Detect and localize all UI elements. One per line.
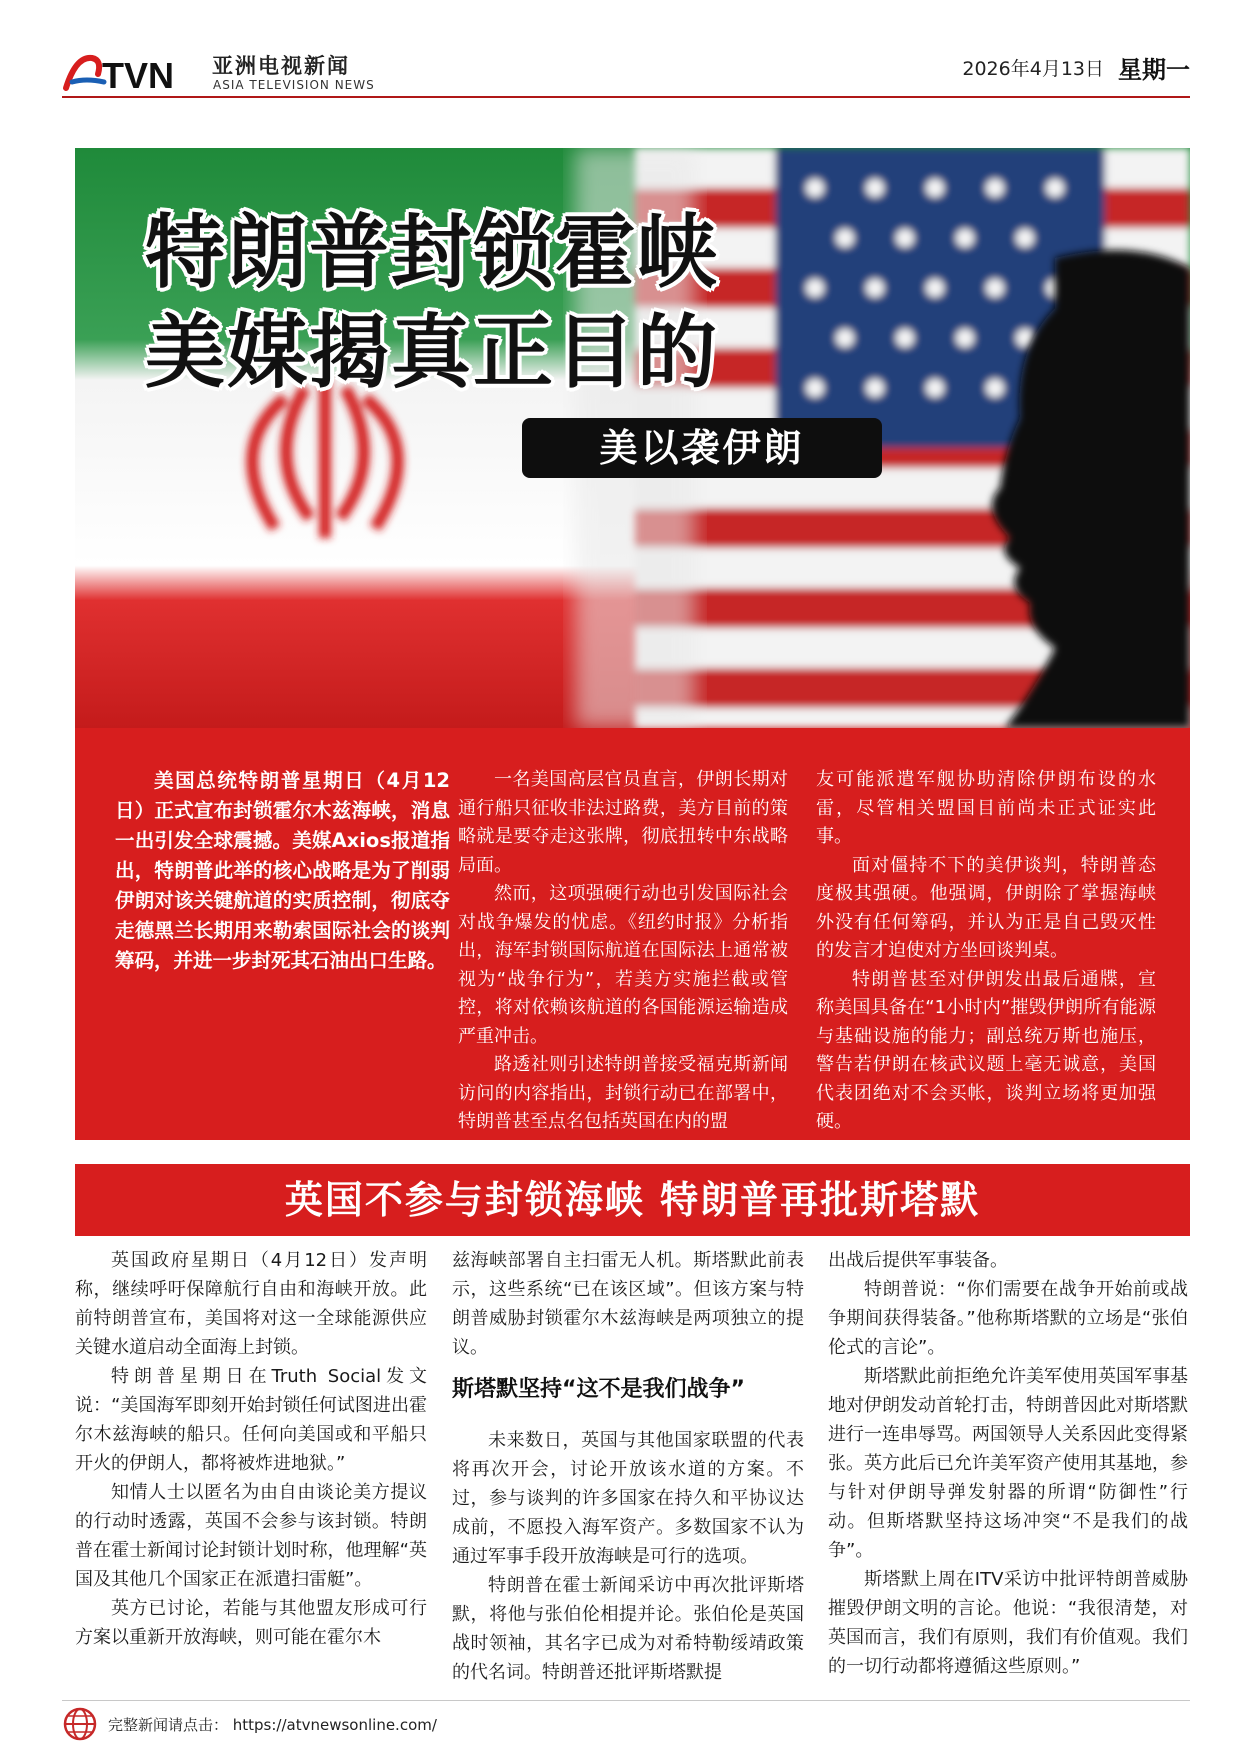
lead-paragraph: 友可能派遣军舰协助清除伊朗布设的水雷，尽管相关盟国目前尚未正式证实此事。 bbox=[816, 769, 1156, 847]
lead-paragraph: 面对僵持不下的美伊谈判，特朗普态度极其强硬。他强调，伊朗除了掌握海峡外没有任何筹码，并认为正是自己毁灭性的发言才迫使对方坐回谈判桌。 bbox=[816, 854, 1156, 961]
lead-summary-text: 美国总统特朗普星期日（4月12日）正式宣布封锁霍尔木兹海峡，消息一出引发全球震撼。美媒Axios报道指出，特朗普此举的核心战略是为了削弱伊朗对该关键航道的实质控制，彻底夺走德黑兰长期用来勒索国际社会的谈判筹码，并进一步封死其石油出口生路。 bbox=[115, 769, 450, 972]
article-subheading: 斯塔默坚持“这不是我们战争” bbox=[452, 1377, 745, 1402]
svg-text:TVN: TVN bbox=[102, 55, 174, 94]
lead-panel bbox=[75, 728, 1190, 1140]
brand-name-en: ASIA TELEVISION NEWS bbox=[213, 78, 375, 92]
lead-paragraph: 特朗普甚至对伊朗发出最后通牒，宣称美国具备在“1小时内”摧毁伊朗所有能源与基础设施的能力；副总统万斯也施压，警告若伊朗在核武议题上毫无诚意，美国代表团绝对不会买帐，谈判立场将更加强硬。 bbox=[816, 968, 1156, 1132]
lead-summary bbox=[115, 766, 450, 976]
masthead-rule bbox=[62, 96, 1190, 98]
hero-headline-line2: 美媒揭真正目的 bbox=[145, 306, 719, 399]
article-paragraph: 兹海峡部署自主扫雷无人机。斯塔默此前表示，这些系统“已在该区域”。但该方案与特朗普威胁封锁霍尔木兹海峡是两项独立的提议。 bbox=[452, 1250, 804, 1358]
lead-paragraph: 然而，这项强硬行动也引发国际社会对战争爆发的忧虑。《纽约时报》分析指出，海军封锁国际航道在国际法上通常被视为“战争行为”，若美方实施拦截或管控，将对依赖该航道的各国能源运输造成严重冲击。 bbox=[458, 883, 788, 1047]
article-paragraph: 特朗普星期日在Truth Social发文说：“美国海军即刻开始封锁任何试图进出霍尔木兹海峡的船只。任何向美国或和平船只开火的伊朗人，都将被炸进地狱。” bbox=[75, 1366, 427, 1474]
article-paragraph: 斯塔默上周在ITV采访中批评特朗普威胁摧毁伊朗文明的言论。他说：“我很清楚，对英国而言，我们有原则，我们有价值观。我们的一切行动都将遵循这些原则。” bbox=[828, 1569, 1188, 1677]
article-paragraph: 英国政府星期日（4月12日）发声明称，继续呼吁保障航行自由和海峡开放。此前特朗普宣布，美国将对这一全球能源供应关键水道启动全面海上封锁。 bbox=[75, 1250, 427, 1358]
article-paragraph: 未来数日，英国与其他国家联盟的代表将再次开会，讨论开放该水道的方案。不过，参与谈判的许多国家在持久和平协议达成前，不愿投入海军资产。多数国家不认为通过军事手段开放海峡是可行的选项。 bbox=[452, 1430, 804, 1567]
footer bbox=[62, 1706, 1190, 1742]
masthead bbox=[62, 44, 1190, 102]
brand-name-cn: 亚洲电视新闻 bbox=[212, 54, 350, 78]
hero-topic-tag: 美以袭伊朗 bbox=[522, 418, 882, 478]
article-column-1 bbox=[75, 1246, 427, 1652]
globe-icon bbox=[62, 1706, 98, 1742]
article-paragraph: 特朗普说：“你们需要在战争开始前或战争期间获得装备。”他称斯塔默的立场是“张伯伦式的言论”。 bbox=[828, 1279, 1188, 1358]
article-paragraph: 出战后提供军事装备。 bbox=[828, 1250, 1008, 1271]
lead-paragraph: 一名美国高层官员直言，伊朗长期对通行船只征收非法过路费，美方目前的策略就是要夺走这张牌，彻底扭转中东战略局面。 bbox=[458, 769, 788, 876]
hero-image bbox=[75, 148, 1190, 728]
hero-headline-line1: 特朗普封锁霍峡 bbox=[145, 206, 719, 299]
issue-date: 2026年4月13日 bbox=[962, 58, 1104, 80]
article-paragraph: 特朗普在霍士新闻采访中再次批评斯塔默，将他与张伯伦相提并论。张伯伦是英国战时领袖，其名字已成为对希特勒绥靖政策的代名词。特朗普还批评斯塔默提 bbox=[452, 1575, 804, 1683]
lead-column-2 bbox=[458, 766, 788, 1137]
section-headline: 英国不参与封锁海峡 特朗普再批斯塔默 bbox=[75, 1164, 1190, 1236]
atvn-logo-icon bbox=[62, 52, 200, 94]
article-column-3 bbox=[828, 1246, 1188, 1681]
footer-rule bbox=[62, 1700, 1190, 1701]
article-column-2 bbox=[452, 1246, 804, 1687]
lead-paragraph: 路透社则引述特朗普接受福克斯新闻访问的内容指出，封锁行动已在部署中，特朗普甚至点名包括英国在内的盟 bbox=[458, 1054, 788, 1132]
article-paragraph: 英方已讨论，若能与其他盟友形成可行方案以重新开放海峡，则可能在霍尔木 bbox=[75, 1598, 427, 1648]
footer-link[interactable]: 完整新闻请点击： https://atvnewsonline.com/ bbox=[108, 1716, 437, 1734]
issue-weekday: 星期一 bbox=[1118, 56, 1190, 84]
lead-column-3 bbox=[816, 766, 1156, 1137]
article-paragraph: 知情人士以匿名为由自由谈论美方提议的行动时透露，英国不会参与该封锁。特朗普在霍士新闻讨论封锁计划时称，他理解“英国及其他几个国家正在派遣扫雷艇”。 bbox=[75, 1482, 427, 1590]
article-paragraph: 斯塔默此前拒绝允许美军使用英国军事基地对伊朗发动首轮打击，特朗普因此对斯塔默进行一连串辱骂。两国领导人关系因此变得紧张。英方此后已允许美军资产使用其基地，参与针对伊朗导弹发射器的所谓“防御性”行动。但斯塔默坚持这场冲突“不是我们的战争”。 bbox=[828, 1366, 1188, 1561]
